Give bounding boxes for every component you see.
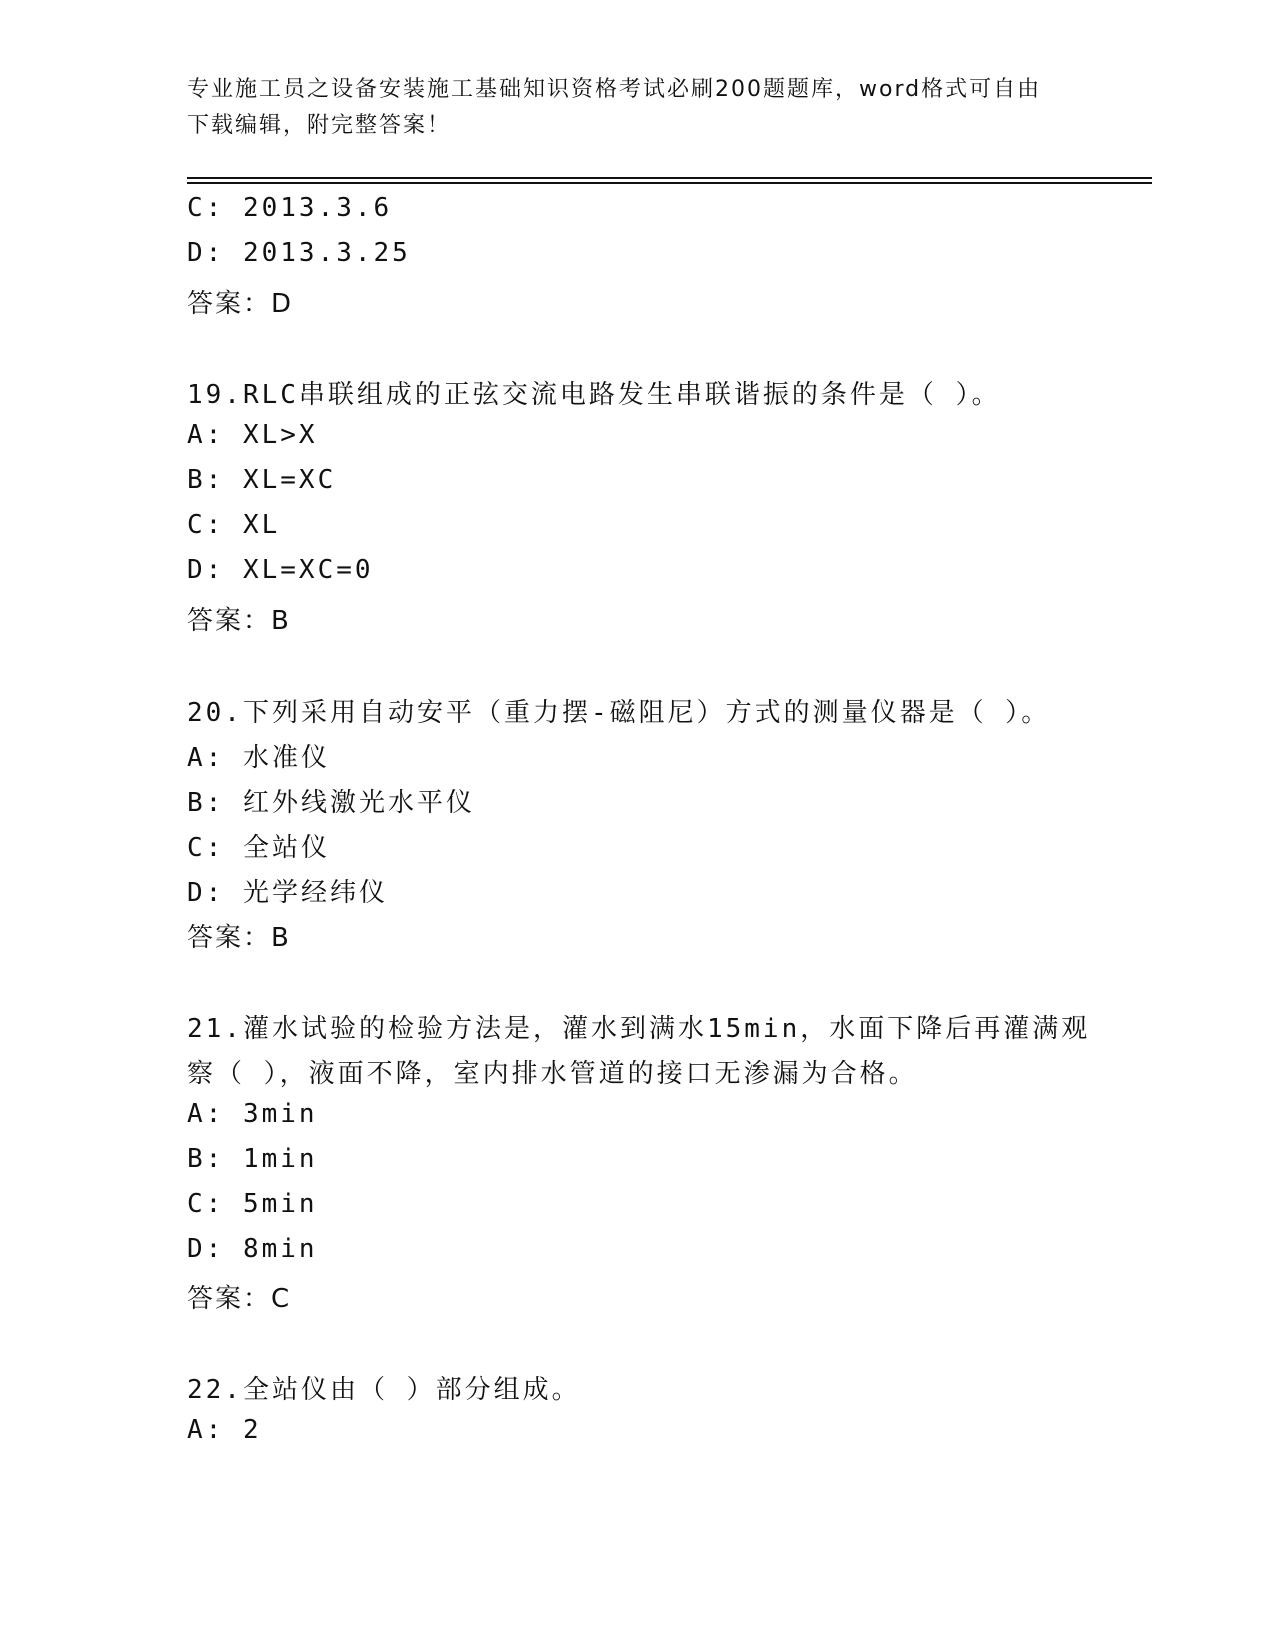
q21-option-b: B: 1min bbox=[187, 1144, 318, 1174]
q20-option-d: D: 光学经纬仪 bbox=[187, 878, 388, 908]
header-line-1: 专业施工员之设备安装施工基础知识资格考试必刷200题题库，word格式可自由 bbox=[187, 77, 1042, 102]
header-line-2: 下载编辑，附完整答案！ bbox=[187, 113, 452, 138]
q19-option-b: B: XL=XC bbox=[187, 465, 337, 495]
q22-option-a: A: 2 bbox=[187, 1415, 262, 1445]
q20-option-b: B: 红外线激光水平仪 bbox=[187, 788, 475, 818]
q21-option-d: D: 8min bbox=[187, 1234, 318, 1264]
q21-option-a: A: 3min bbox=[187, 1099, 318, 1129]
document-header bbox=[187, 72, 1067, 144]
q21-question-line-1: 21.灌水试验的检验方法是，灌水到满水15min，水面下降后再灌满观 bbox=[187, 1014, 1091, 1044]
q18-option-d: D: 2013.3.25 bbox=[187, 238, 411, 268]
q19-answer: 答案：B bbox=[187, 606, 291, 636]
q21-question-line-2: 察（ ），液面不降，室内排水管道的接口无渗漏为合格。 bbox=[187, 1059, 918, 1089]
q22-question: 22.全站仪由（ ）部分组成。 bbox=[187, 1375, 581, 1405]
header-divider-bottom bbox=[187, 182, 1152, 184]
q18-answer: 答案：D bbox=[187, 289, 294, 319]
q18-option-c: C: 2013.3.6 bbox=[187, 193, 393, 223]
q19-option-d: D: XL=XC=0 bbox=[187, 555, 374, 585]
q20-question: 20.下列采用自动安平（重力摆-磁阻尼）方式的测量仪器是（ ）。 bbox=[187, 698, 1051, 728]
q19-option-c: C: XL bbox=[187, 510, 281, 540]
q20-answer: 答案：B bbox=[187, 923, 291, 953]
q19-question: 19.RLC串联组成的正弦交流电路发生串联谐振的条件是（ ）。 bbox=[187, 380, 1001, 410]
q21-answer: 答案：C bbox=[187, 1284, 292, 1314]
q19-option-a: A: XL>X bbox=[187, 420, 318, 450]
q21-option-c: C: 5min bbox=[187, 1189, 318, 1219]
header-divider-top bbox=[187, 177, 1152, 179]
q20-option-a: A: 水准仪 bbox=[187, 743, 330, 773]
q20-option-c: C: 全站仪 bbox=[187, 833, 330, 863]
